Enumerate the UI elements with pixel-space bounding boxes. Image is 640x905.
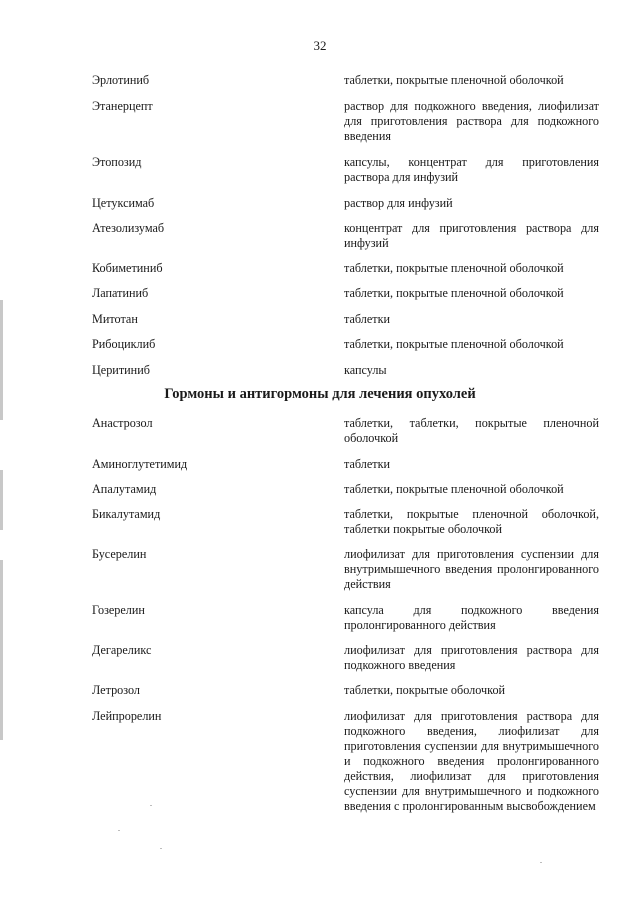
scan-margin-mark	[0, 560, 3, 740]
dosage-form: раствор для инфузий	[344, 196, 453, 210]
dosage-form: раствор для подкожного введения, лиофилизат для приготовления раствора для подкожного введения	[344, 99, 599, 143]
drug-name: Дегареликс	[92, 643, 152, 657]
dosage-form: капсулы, концентрат для приготовления раствора для инфузий	[344, 155, 599, 184]
drug-name: Рибоциклиб	[92, 337, 156, 351]
dosage-form: таблетки, покрытые пленочной оболочкой	[344, 73, 564, 87]
dosage-form: лиофилизат для приготовления суспензии для внутримышечного введения пролонгированного действия	[344, 547, 599, 591]
drug-name: Лапатиниб	[92, 286, 149, 300]
drug-name: Церитиниб	[92, 363, 150, 377]
dosage-form: таблетки	[344, 312, 391, 326]
drug-name: Апалутамид	[92, 482, 157, 496]
drug-name: Этанерцепт	[92, 99, 153, 113]
drug-name: Бусерелин	[92, 547, 147, 561]
dosage-form: таблетки	[344, 457, 391, 471]
scan-speck	[118, 830, 120, 831]
dosage-form: капсулы	[344, 363, 387, 377]
drug-name: Кобиметиниб	[92, 261, 163, 275]
scan-speck	[160, 848, 162, 849]
dosage-form: лиофилизат для приготовления раствора для подкожного введения	[344, 643, 599, 672]
dosage-form: таблетки, покрытые пленочной оболочкой	[344, 261, 564, 275]
scan-speck	[540, 862, 542, 863]
drug-name: Эрлотиниб	[92, 73, 150, 87]
dosage-form: таблетки, покрытые пленочной оболочкой	[344, 286, 564, 300]
drug-name: Этопозид	[92, 155, 142, 169]
dosage-form: концентрат для приготовления раствора для инфузий	[344, 221, 599, 250]
dosage-form: таблетки, таблетки, покрытые пленочной оболочкой	[344, 416, 599, 445]
scan-speck	[150, 805, 152, 806]
drug-name: Атезолизумаб	[92, 221, 165, 235]
drug-name: Бикалутамид	[92, 507, 161, 521]
drug-name: Анастрозол	[92, 416, 153, 430]
drug-name: Лейпрорелин	[92, 709, 162, 723]
page-number: 32	[313, 38, 327, 53]
dosage-form: капсула для подкожного введения пролонгированного действия	[344, 603, 599, 632]
dosage-form: таблетки, покрытые пленочной оболочкой	[344, 482, 564, 496]
dosage-form: таблетки, покрытые пленочной оболочкой	[344, 337, 564, 351]
section-heading: Гормоны и антигормоны для лечения опухолей	[164, 386, 476, 402]
scan-margin-mark	[0, 300, 3, 420]
dosage-form: лиофилизат для приготовления раствора для подкожного введения, лиофилизат для приготовления суспензии для внутримышечного и подкожного введения пролонгированного действия, лиофилизат для приготовления суспензии для внутримышечного и подкожного введения с пролонгированным высвобождением	[344, 709, 599, 813]
scan-margin-mark	[0, 470, 3, 530]
drug-name: Гозерелин	[92, 603, 145, 617]
dosage-form: таблетки, покрытые оболочкой	[344, 683, 506, 697]
drug-name: Летрозол	[92, 683, 141, 697]
drug-name: Митотан	[92, 312, 138, 326]
dosage-form: таблетки, покрытые пленочной оболочкой, таблетки покрытые оболочкой	[344, 507, 599, 536]
drug-name: Цетуксимаб	[92, 196, 155, 210]
drug-name: Аминоглутетимид	[92, 457, 188, 471]
